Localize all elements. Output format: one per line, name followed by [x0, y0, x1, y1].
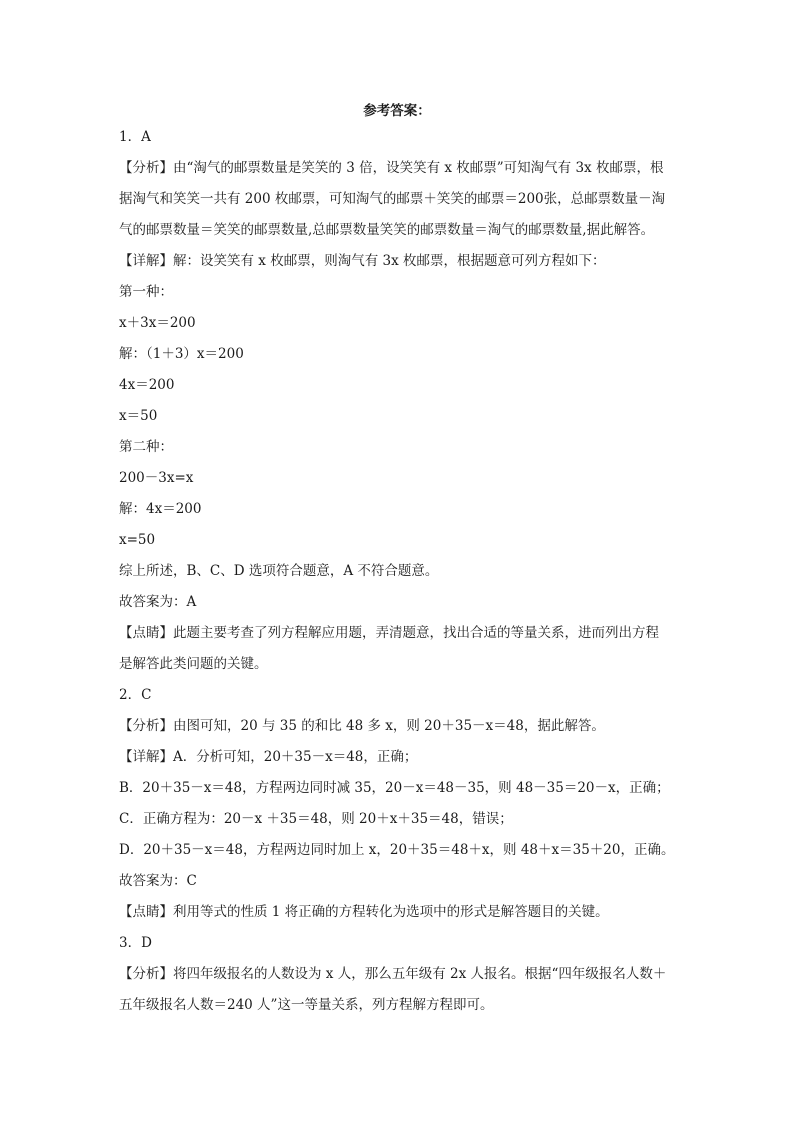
text-line: x=50	[119, 532, 156, 548]
text-line: 故答案为：A	[119, 594, 197, 610]
text-line: 3．D	[119, 935, 152, 951]
text-line: 【点睛】此题主要考查了列方程解应用题，弄清题意，找出合适的等量关系，进而列出方程	[119, 625, 659, 641]
text-line: 解：4x＝200	[119, 501, 202, 517]
text-line: 综上所述，B、C、D 选项符合题意，A 不符合题意。	[119, 563, 439, 579]
text-line: B．20＋35－x＝48，方程两边同时减 35，20－x＝48－35，则 48－35＝20－x，正确；	[119, 780, 670, 796]
text-line: 第二种：	[119, 439, 173, 455]
text-line: 【分析】由“淘气的邮票数量是笑笑的 3 倍，设笑笑有 x 枚邮票”可知淘气有 3x 枚邮票，根	[119, 160, 664, 176]
text-line: 【详解】解：设笑笑有 x 枚邮票，则淘气有 3x 枚邮票，根据题意可列方程如下：	[119, 253, 606, 269]
text-line: 【点睛】利用等式的性质 1 将正确的方程转化为选项中的形式是解答题目的关键。	[119, 904, 609, 920]
page-title: 参考答案：	[363, 103, 431, 119]
text-line: 1．A	[119, 129, 151, 145]
text-line: 第一种：	[119, 284, 173, 300]
text-line: D．20＋35－x＝48，方程两边同时加上 x，20＋35＝48＋x，则 48＋x＝35＋20，正确。	[119, 842, 675, 858]
text-line: 解：（1＋3）x＝200	[119, 346, 244, 362]
text-line: 【分析】将四年级报名的人数设为 x 人，那么五年级有 2x 人报名。根据“四年级报名人数＋	[119, 966, 667, 982]
text-line: 气的邮票数量＝笑笑的邮票数量,总邮票数量笑笑的邮票数量＝淘气的邮票数量,据此解答。	[119, 222, 655, 238]
text-line: 据淘气和笑笑一共有 200 枚邮票，可知淘气的邮票＋笑笑的邮票＝200张，总邮票数量－淘	[119, 191, 666, 207]
text-line: 是解答此类问题的关键。	[119, 656, 268, 672]
answer-text-body	[119, 122, 679, 1021]
text-line: 200－3x=x	[119, 470, 194, 486]
text-line: x＋3x＝200	[119, 315, 196, 331]
text-line: 【分析】由图可知，20 与 35 的和比 48 多 x，则 20＋35－x＝48，据此解答。	[119, 718, 605, 734]
text-line: x＝50	[119, 408, 158, 424]
text-line: 【详解】A．分析可知，20＋35－x＝48，正确；	[119, 749, 418, 765]
text-line: 五年级报名人数＝240 人”这一等量关系，列方程解方程即可。	[119, 997, 494, 1013]
text-line: 4x＝200	[119, 377, 175, 393]
text-line: 2．C	[119, 687, 152, 703]
text-line: 故答案为：C	[119, 873, 197, 889]
text-line: C．正确方程为：20－x ＋35＝48，则 20＋x＋35＝48，错误；	[119, 811, 513, 827]
